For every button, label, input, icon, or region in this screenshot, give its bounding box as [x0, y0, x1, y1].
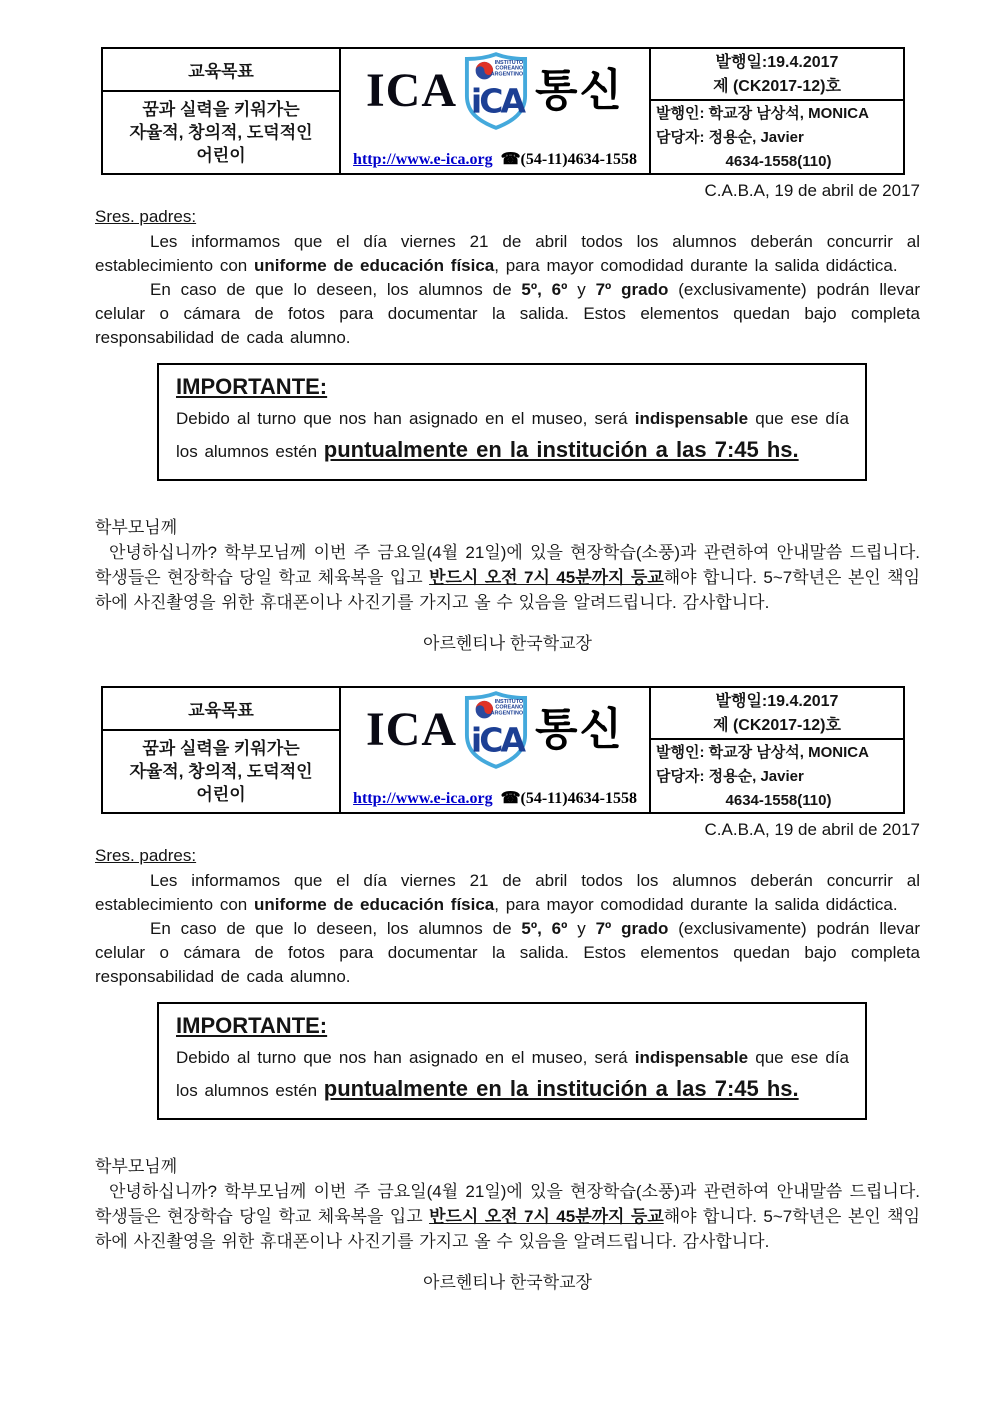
imp-highlight-time: puntualmente en la institución a las 7:45 hs.: [323, 437, 799, 462]
p1-run-2: , para mayor comodidad durante la salida didáctica.: [494, 256, 898, 275]
logo-text-argentino: ARGENTINO: [490, 710, 524, 717]
imp-run-2: que ese día los alumnos estén: [176, 1048, 849, 1100]
p1-bold-uniforme: uniforme de educación física: [253, 256, 495, 275]
goal-slogan-line-1: 꿈과 실력을 키워가는: [142, 739, 300, 758]
goal-slogan-line-2: 자율적, 창의적, 도덕적인: [129, 762, 313, 781]
korean-letter: [95, 515, 920, 615]
p2-run-2: y: [567, 919, 596, 938]
website-link[interactable]: http://www.e-ica.org: [353, 790, 493, 807]
issue-info-top: [651, 688, 903, 740]
important-body: [176, 403, 849, 467]
salutation-row: [95, 844, 920, 869]
goal-slogan: [103, 731, 339, 812]
goal-slogan-line-3: 어린이: [196, 146, 246, 165]
signature-principal: 아르헨티나 한국학교장: [423, 1273, 592, 1292]
p2-bold-grade7: 7º grado: [595, 919, 669, 938]
salutation-korean: 학부모님께: [95, 1157, 178, 1176]
website-link[interactable]: http://www.e-ica.org: [353, 151, 493, 168]
salutation-spanish: Sres. padres:: [95, 207, 197, 226]
notice-copy-2: [95, 686, 920, 1295]
korean-paragraph: [95, 1179, 920, 1254]
important-box: [157, 363, 867, 481]
logo-text-coreano: COREANO: [495, 704, 524, 711]
issue-number: 제 (CK2017-12)호: [713, 78, 841, 95]
p2-run-3: (exclusivamente) podrán llevar celular o cámara de fotos para documentar la salida. Estos elementos quedan bajo completa responsabilidad de cada alumno.: [95, 919, 921, 986]
paragraph-camera-notice: [95, 917, 920, 989]
p2-bold-grades: 5º, 6º: [521, 280, 568, 299]
goal-slogan-line-3: 어린이: [196, 785, 246, 804]
phone-number: ☎(54-11)4634-1558: [500, 790, 637, 807]
p2-run-1: En caso de que lo deseen, los alumnos de: [150, 919, 522, 938]
salutation-row: [95, 205, 920, 230]
p2-run-2: y: [567, 280, 596, 299]
imp-bold-indispensable: indispensable: [634, 1048, 749, 1067]
issue-phone-extension: 4634-1558(110): [725, 792, 832, 809]
issue-info-bottom: [651, 101, 903, 174]
issue-manager: 담당자: 정용순, Javier: [656, 768, 804, 785]
logo-text-coreano: COREANO: [495, 65, 524, 72]
phone-number: ☎(54-11)4634-1558: [500, 151, 637, 168]
paragraph-uniform-notice: [95, 230, 920, 278]
important-body: [176, 1042, 849, 1106]
ica-shield-logo-icon: [464, 52, 528, 130]
goal-slogan: [103, 92, 339, 173]
masthead-goal-column: [103, 688, 341, 812]
dateline: C.A.B.A, 19 de abril de 2017: [704, 820, 920, 839]
brand-newsletter-title: 통신: [535, 705, 625, 754]
p2-bold-grade7: 7º grado: [595, 280, 669, 299]
salutation-korean: 학부모님께: [95, 518, 178, 537]
issue-phone-extension: 4634-1558(110): [725, 153, 832, 170]
logo-text-argentino: ARGENTINO: [490, 71, 524, 78]
logo-monogram: iCA: [470, 720, 524, 760]
imp-run-1: Debido al turno que nos han asignado en el museo, será: [176, 1048, 635, 1067]
brand-ica-wordmark: ICA: [365, 703, 457, 756]
issue-number: 제 (CK2017-12)호: [713, 717, 841, 734]
imp-run-1: Debido al turno que nos han asignado en el museo, será: [176, 409, 635, 428]
masthead-goal-column: [103, 49, 341, 173]
masthead-brand-column: [341, 49, 651, 173]
masthead-table: [101, 47, 905, 175]
important-title: IMPORTANTE:: [176, 1013, 328, 1038]
brand-ica-wordmark: ICA: [365, 64, 457, 117]
brand-newsletter-title: 통신: [535, 66, 625, 115]
issue-info-bottom: [651, 740, 903, 813]
p1-run-2: , para mayor comodidad durante la salida didáctica.: [494, 895, 898, 914]
goal-title: 교육목표: [103, 49, 339, 92]
kr-run-2: 해야 합니다. 5~7학년은 본인 책임하에 사진촬영을 위한 휴대폰이나 사진기를 가지고 올 수 있음을 알려드립니다. 감사합니다.: [95, 568, 920, 612]
masthead-issue-column: [651, 688, 903, 812]
goal-slogan-line-2: 자율적, 창의적, 도덕적인: [129, 123, 313, 142]
p2-run-1: En caso de que lo deseen, los alumnos de: [150, 280, 522, 299]
notice-copy-1: [95, 47, 920, 656]
issue-date: 발행일:19.4.2017: [715, 54, 839, 71]
kr-run-2: 해야 합니다. 5~7학년은 본인 책임하에 사진촬영을 위한 휴대폰이나 사진기를 가지고 올 수 있음을 알려드립니다. 감사합니다.: [95, 1207, 920, 1251]
korean-paragraph: [95, 540, 920, 615]
paragraph-camera-notice: [95, 278, 920, 350]
brand-row: [366, 52, 624, 130]
korean-letter: [95, 1154, 920, 1254]
issue-manager: 담당자: 정용순, Javier: [656, 129, 804, 146]
goal-slogan-line-1: 꿈과 실력을 키워가는: [142, 100, 300, 119]
ica-shield-logo-icon: [464, 691, 528, 769]
kr-run-1: 안녕하십니까? 학부모님께 이번 주 금요일(4월 21일)에 있을 현장학습(소풍)과 관련하여 안내말씀 드립니다. 학생들은 현장학습 당일 학교 체육복을 입고: [95, 543, 920, 587]
brand-contact-row: [353, 151, 637, 169]
masthead-issue-column: [651, 49, 903, 173]
salutation-spanish: Sres. padres:: [95, 846, 197, 865]
brand-contact-row: [353, 790, 637, 808]
kr-bold-time: 반드시 오전 7시 45분까지 등교: [429, 568, 664, 587]
logo-text-instituto: INSTITUTO: [494, 698, 524, 705]
p2-run-3: (exclusivamente) podrán llevar celular o cámara de fotos para documentar la salida. Estos elementos quedan bajo completa responsabilidad de cada alumno.: [95, 280, 921, 347]
imp-bold-indispensable: indispensable: [634, 409, 749, 428]
masthead-table: [101, 686, 905, 814]
kr-run-1: 안녕하십니까? 학부모님께 이번 주 금요일(4월 21일)에 있을 현장학습(소풍)과 관련하여 안내말씀 드립니다. 학생들은 현장학습 당일 학교 체육복을 입고: [95, 1182, 920, 1226]
p1-run-1: Les informamos que el día viernes 21 de abril todos los alumnos deberán concurrir al establecimiento con: [95, 232, 920, 275]
paragraph-uniform-notice: [95, 869, 920, 917]
important-title: IMPORTANTE:: [176, 374, 328, 399]
logo-text-instituto: INSTITUTO: [494, 59, 524, 66]
p1-bold-uniforme: uniforme de educación física: [253, 895, 495, 914]
issue-publisher: 발행인: 학교장 남상석, MONICA: [656, 744, 869, 761]
issue-info-top: [651, 49, 903, 101]
brand-row: [366, 691, 624, 769]
p2-bold-grades: 5º, 6º: [521, 919, 568, 938]
logo-monogram: iCA: [470, 81, 524, 121]
p1-run-1: Les informamos que el día viernes 21 de abril todos los alumnos deberán concurrir al establecimiento con: [95, 871, 920, 914]
imp-highlight-time: puntualmente en la institución a las 7:45 hs.: [323, 1076, 799, 1101]
issue-publisher: 발행인: 학교장 남상석, MONICA: [656, 105, 869, 122]
masthead-brand-column: [341, 688, 651, 812]
imp-run-2: que ese día los alumnos estén: [176, 409, 849, 461]
important-box: [157, 1002, 867, 1120]
signature-principal: 아르헨티나 한국학교장: [423, 634, 592, 653]
dateline: C.A.B.A, 19 de abril de 2017: [704, 181, 920, 200]
kr-bold-time: 반드시 오전 7시 45분까지 등교: [429, 1207, 664, 1226]
goal-title: 교육목표: [103, 688, 339, 731]
issue-date: 발행일:19.4.2017: [715, 693, 839, 710]
